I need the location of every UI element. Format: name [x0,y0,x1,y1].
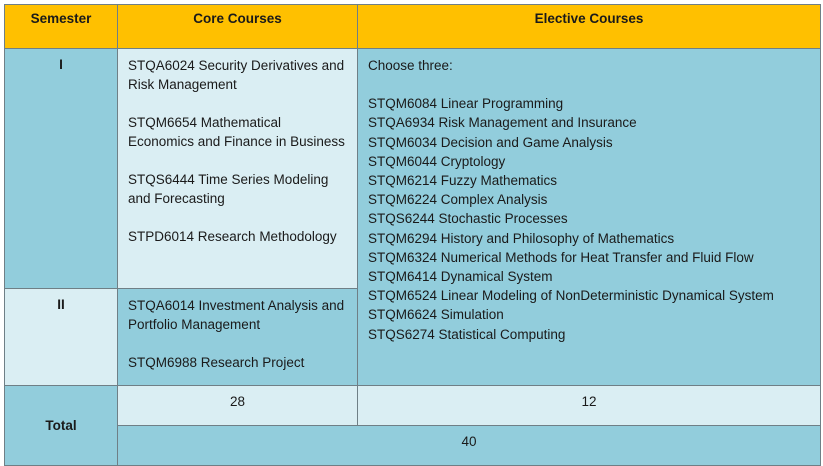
core-courses-header: Core Courses [118,5,358,49]
elective-course: STQM6324 Numerical Methods for Heat Transfer and Fluid Flow [368,249,754,265]
elective-course: STQM6214 Fuzzy Mathematics [368,173,558,189]
elective-courses-cell [358,49,821,386]
semester-1-core-courses [118,49,358,289]
elective-course: STQM6624 Simulation [368,307,504,323]
elective-course: STQM6294 History and Philosophy of Mathematics [368,230,675,246]
semester-header: Semester [5,5,118,49]
semester-1-label: I [5,49,118,289]
elective-intro: Choose three: [368,58,453,73]
elective-course: STQA6934 Risk Management and Insurance [368,115,637,131]
elective-courses-header: Elective Courses [358,5,821,49]
elective-course: STQM6524 Linear Modeling of NonDeterministic Dynamical System [368,288,774,304]
elective-course: STQS6244 Stochastic Processes [368,211,568,227]
core-course: STQA6014 Investment Analysis and Portfolio Management [128,298,345,332]
core-total: 28 [118,386,358,426]
elective-course: STQM6044 Cryptology [368,153,506,169]
semester-2-label: II [5,289,118,386]
total-row [5,386,821,426]
elective-course: STQM6414 Dynamical System [368,269,553,285]
core-course: STPD6014 Research Methodology [128,229,337,244]
core-course: STQA6024 Security Derivatives and Risk Management [128,58,345,92]
semester-2-core-courses [118,289,358,386]
elective-course: STQM6034 Decision and Game Analysis [368,134,613,150]
semester-1-row [5,49,821,289]
elective-total: 12 [358,386,821,426]
elective-course: STQM6224 Complex Analysis [368,192,548,208]
core-course: STQM6654 Mathematical Economics and Finance in Business [128,115,345,149]
core-course: STQM6988 Research Project [128,355,305,370]
overall-total-row [5,426,821,466]
course-structure-table [4,4,821,466]
elective-course: STQS6274 Statistical Computing [368,326,566,342]
overall-total: 40 [118,426,821,466]
core-course: STQS6444 Time Series Modeling and Forecasting [128,172,329,206]
total-label: Total [5,386,118,466]
elective-course: STQM6084 Linear Programming [368,96,564,112]
header-row [5,5,821,49]
